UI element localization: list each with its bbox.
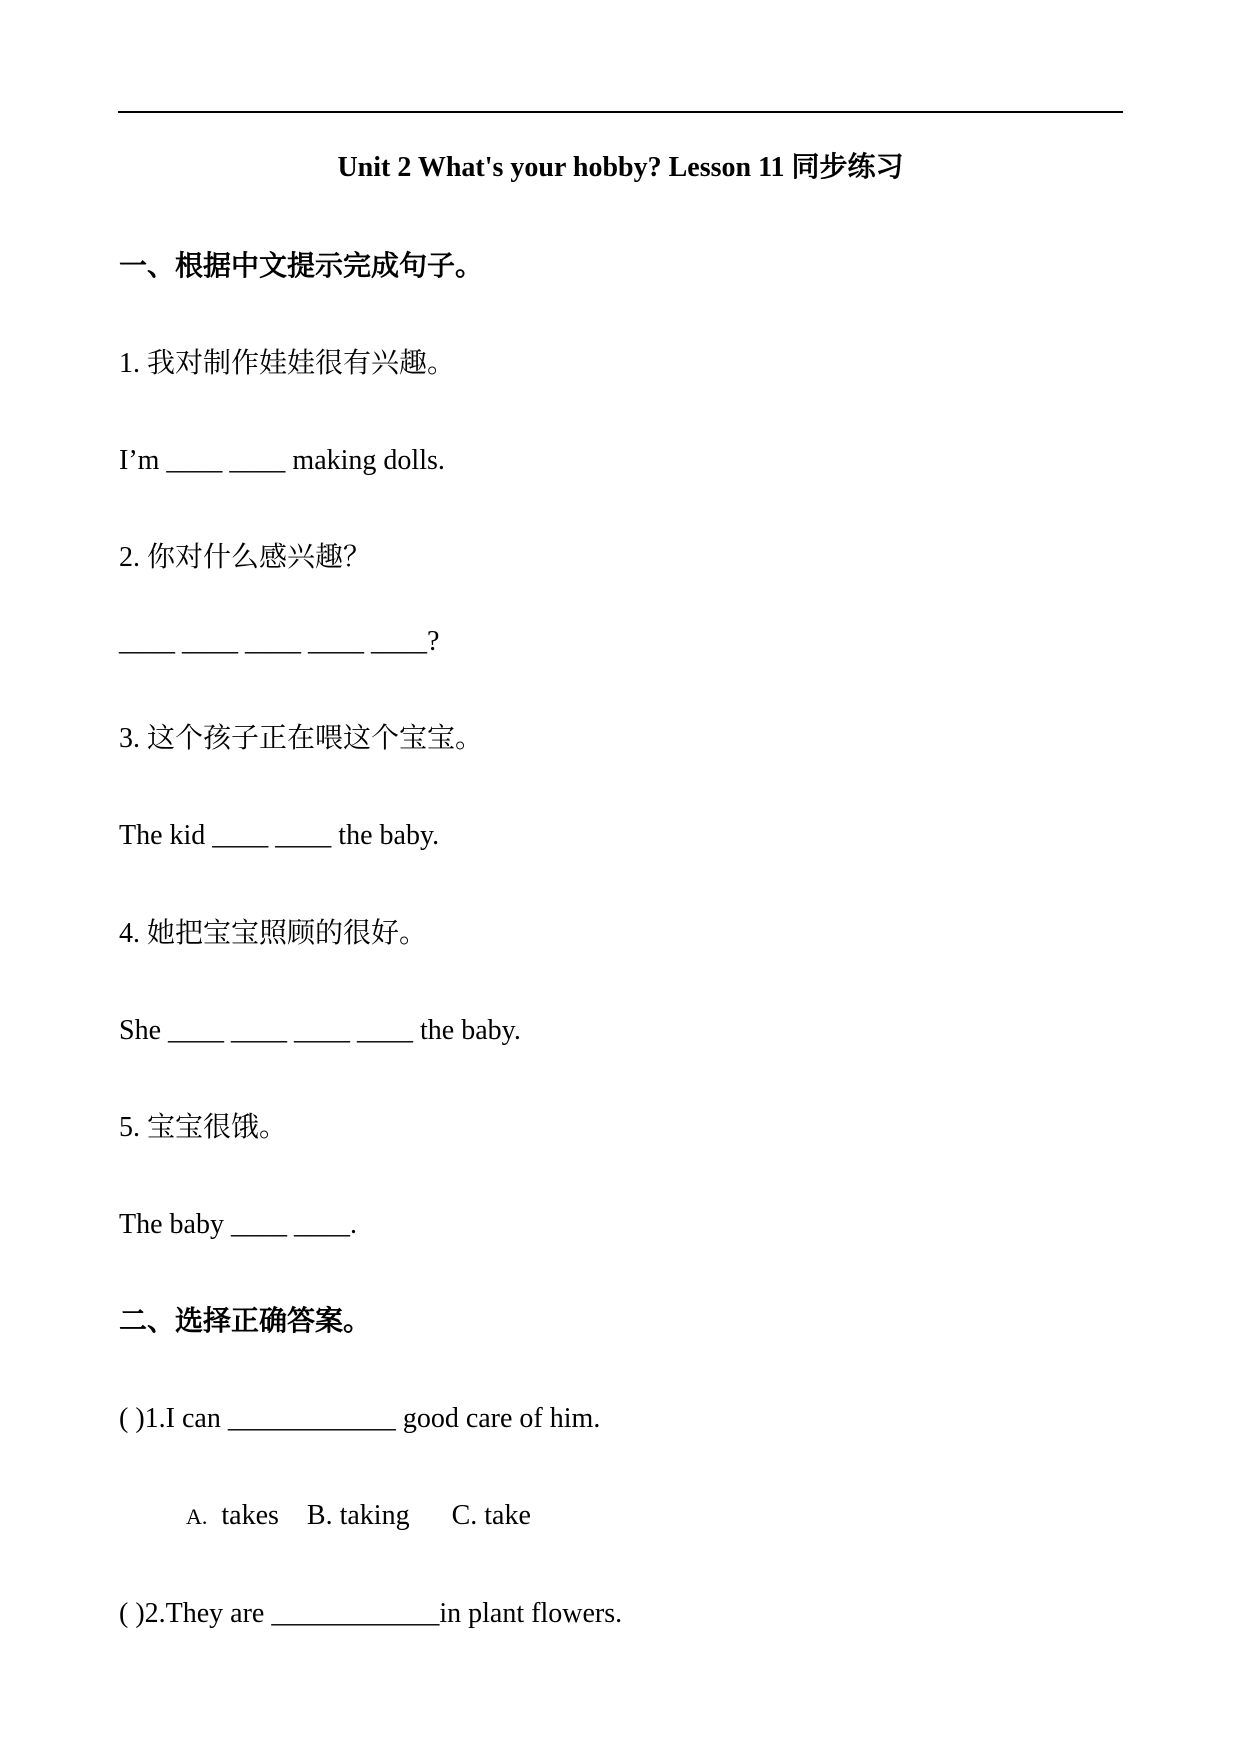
question-1-answer: I’m ____ ____ making dolls. — [119, 445, 445, 476]
question-3-prompt: 3. 这个孩子正在喂这个宝宝。 — [119, 723, 484, 754]
section-2-heading: 二、选择正确答案。 — [119, 1306, 372, 1337]
question-2-prompt: 2. 你对什么感兴趣？ — [119, 542, 372, 573]
section-1-heading: 一、根据中文提示完成句子。 — [119, 251, 484, 282]
question-2-answer: ____ ____ ____ ____ ____? — [119, 626, 440, 657]
question-5-prompt: 5. 宝宝很饿。 — [119, 1112, 288, 1143]
option-b: B. taking — [306, 1500, 410, 1531]
option-a-letter: A. — [186, 1504, 208, 1529]
choice-question-1-options — [186, 1496, 531, 1537]
choice-question-1-stem: ( )1.I can ____________ good care of him. — [119, 1403, 601, 1434]
option-c: C. take — [451, 1500, 531, 1531]
question-3-answer: The kid ____ ____ the baby. — [119, 820, 440, 851]
question-1-prompt: 1. 我对制作娃娃很有兴趣。 — [119, 348, 456, 379]
header-rule — [118, 111, 1123, 113]
worksheet-title: Unit 2 What's your hobby? Lesson 11 同步练习 — [337, 152, 904, 183]
choice-question-2-stem: ( )2.They are ____________in plant flowers. — [119, 1598, 623, 1629]
question-4-answer: She ____ ____ ____ ____ the baby. — [119, 1015, 521, 1046]
question-5-answer: The baby ____ ____. — [119, 1209, 357, 1240]
question-4-prompt: 4. 她把宝宝照顾的很好。 — [119, 918, 428, 949]
option-a-text: takes — [221, 1500, 279, 1531]
